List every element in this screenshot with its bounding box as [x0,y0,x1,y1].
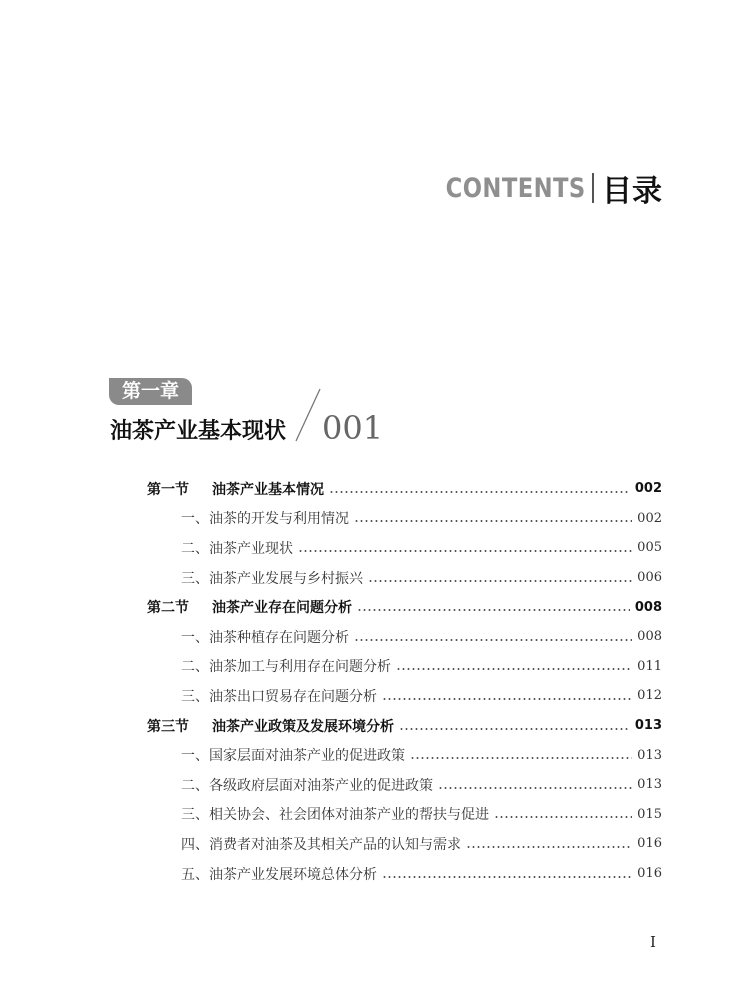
toc-section-entry[interactable] [147,474,662,504]
dot-leader [438,787,632,789]
dot-leader [354,639,632,641]
toc-entry-title [147,597,352,617]
contents-header [419,166,662,210]
entry-label: 二、油茶加工与利用存在问题分析 [181,659,391,676]
entry-label: 五、油茶产业发展环境总体分析 [181,866,377,883]
dot-leader [382,698,632,700]
toc-page-number: 015 [637,806,662,822]
toc-page-number: 013 [637,747,662,763]
toc-page-number: 005 [637,540,662,556]
toc-subsection-entry[interactable] [147,800,662,830]
entry-label: 三、油茶出口贸易存在问题分析 [181,688,377,705]
toc-section-entry[interactable] [147,711,662,741]
entry-label: 二、油茶产业现状 [181,540,293,557]
toc-subsection-entry[interactable] [147,652,662,682]
chapter-title[interactable]: 油茶产业基本现状 [110,418,287,444]
entry-label: 一、国家层面对油茶产业的促进政策 [181,748,405,765]
section-number: 第一节 [147,481,189,498]
dot-leader [354,520,632,522]
toc-page-number: 002 [634,481,662,497]
toc-entry-title [181,568,363,588]
section-number: 第三节 [147,718,189,735]
toc-subsection-entry[interactable] [147,829,662,859]
toc-entry-title [181,538,293,558]
toc-page-number: 016 [637,836,662,852]
toc-section-entry[interactable] [147,592,662,622]
dot-leader [399,728,630,730]
toc-entry-title [181,686,377,706]
toc-page-number: 011 [637,658,662,674]
toc-subsection-entry[interactable] [147,770,662,800]
entry-label: 油茶产业存在问题分析 [212,600,352,617]
toc-entry-title [181,508,349,528]
entry-label: 一、油茶种植存在问题分析 [181,629,349,646]
entry-label: 三、相关协会、社会团体对油茶产业的帮扶与促进 [181,807,489,824]
dot-leader [396,668,632,670]
entry-label: 油茶产业基本情况 [212,481,324,498]
toc-entry-title [181,775,433,795]
table-of-contents [147,474,662,888]
dot-leader [494,816,632,818]
toc-entry-title [181,745,405,765]
entry-label: 油茶产业政策及发展环境分析 [212,718,394,735]
toc-page-number: 008 [637,629,662,645]
dot-leader [368,580,632,582]
contents-word: CONTENTS [445,172,586,204]
toc-entry-title [181,627,349,647]
toc-page-number: 013 [637,777,662,793]
header-divider [592,173,594,203]
dot-leader [329,491,630,493]
contents-title: 目录 [602,174,662,209]
toc-subsection-entry[interactable] [147,504,662,534]
toc-entry-title [147,479,324,499]
toc-page-number: 002 [637,510,662,526]
toc-entry-title [181,804,489,824]
toc-page-number: 012 [637,688,662,704]
toc-page-number: 013 [634,718,662,734]
entry-label: 一、油茶的开发与利用情况 [181,511,349,528]
toc-subsection-entry[interactable] [147,533,662,563]
chapter-page-number: 001 [322,409,384,447]
toc-subsection-entry[interactable] [147,563,662,593]
toc-subsection-entry[interactable] [147,859,662,889]
dot-leader [382,876,632,878]
toc-subsection-entry[interactable] [147,681,662,711]
dot-leader [357,609,630,611]
dot-leader [410,757,632,759]
chapter-slash-divider [293,387,323,443]
toc-entry-title [181,656,391,676]
toc-subsection-entry[interactable] [147,740,662,770]
dot-leader [466,846,632,848]
entry-label: 三、油茶产业发展与乡村振兴 [181,570,363,587]
toc-entry-title [181,864,377,884]
entry-label: 二、各级政府层面对油茶产业的促进政策 [181,777,433,794]
toc-page-number: 016 [637,866,662,882]
chapter-badge: 第一章 [109,378,192,405]
toc-entry-title [147,716,394,736]
toc-page-number: 006 [637,570,662,586]
entry-label: 四、消费者对油茶及其相关产品的认知与需求 [181,836,461,853]
toc-page-number: 008 [634,599,662,615]
toc-subsection-entry[interactable] [147,622,662,652]
section-number: 第二节 [147,600,189,617]
toc-entry-title [181,834,461,854]
dot-leader [298,550,632,552]
folio-page-number: I [650,933,656,951]
